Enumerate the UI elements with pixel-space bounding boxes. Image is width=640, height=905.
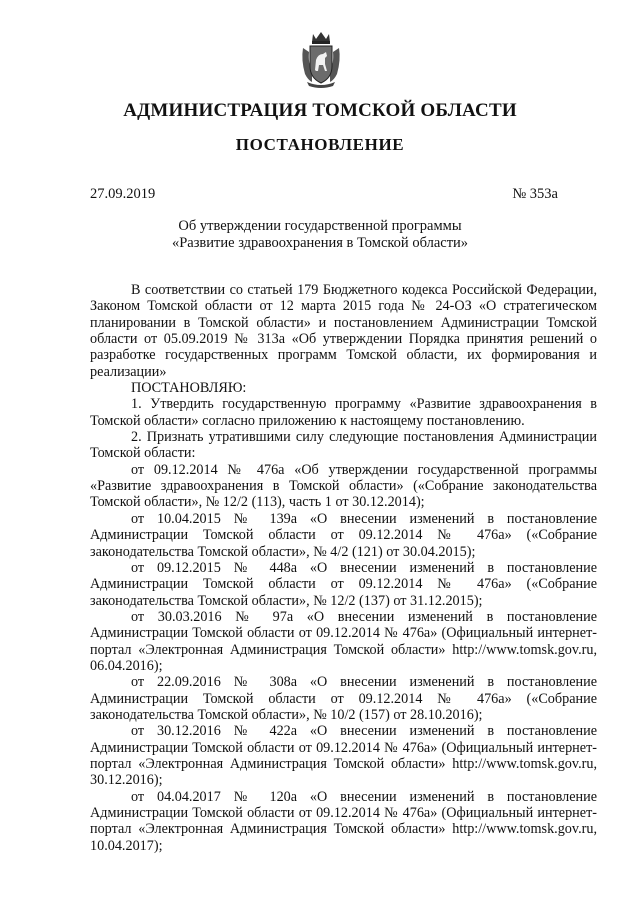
item-1-paragraph: 1. Утвердить государственную программу «Развитие здравоохранения в Томской области» согласно приложению к настоящему постановлению. (90, 396, 597, 429)
document-type: ПОСТАНОВЛЕНИЕ (235, 135, 405, 154)
resolve-paragraph: ПОСТАНОВЛЯЮ: (131, 380, 247, 397)
repealed-act-5: от 30.12.2016 № 422а «О внесении изменений в постановление Администрации Томской области от 09.12.2014 № 476а» (Официальный интернет-портал «Электронная Администрация Томской области» http://www.tomsk.gov.ru, 30.12.2016); (90, 723, 597, 789)
document-subject (0, 218, 640, 252)
repealed-act-2: от 09.12.2015 № 448а «О внесении изменений в постановление Администрации Томской области от 09.12.2014 № 476а» («Собрание законодательства Томской области», № 12/2 (137) от 31.12.2015); (90, 559, 597, 609)
repealed-act-3: от 30.03.2016 № 97а «О внесении изменений в постановление Администрации Томской области от 09.12.2014 № 476а» (Официальный интернет-портал «Электронная Администрация Томской области» http://www.tomsk.gov.ru, 06.04.2016); (90, 608, 597, 674)
coat-of-arms-icon (299, 30, 343, 88)
preamble-paragraph: В соответствии со статьей 179 Бюджетного кодекса Российской Федерации, Законом Томской области от 12 марта 2015 года № 24-ОЗ «О стратегическом планировании в Томской области» и постановлением Администрации Томской области от 05.09.2019 № 313а «Об утверждении Порядка принятия решений о разработке государственных программ Томской области, их формирования и реализации» (90, 282, 597, 380)
repealed-act-6: от 04.04.2017 № 120а «О внесении изменений в постановление Администрации Томской области от 09.12.2014 № 476а» (Официальный интернет-портал «Электронная Администрация Томской области» http://www.tomsk.gov.ru, 10.04.2017); (90, 788, 597, 854)
document-body (90, 282, 597, 854)
organization-title: АДМИНИСТРАЦИЯ ТОМСКОЙ ОБЛАСТИ (123, 100, 517, 121)
repealed-act-1: от 10.04.2015 № 139а «О внесении изменений в постановление Администрации Томской области от 09.12.2014 № 476а» («Собрание законодательства Томской области», № 4/2 (121) от 30.04.2015); (90, 510, 597, 560)
document-number: № 353а (512, 186, 558, 202)
item-2-paragraph: 2. Признать утратившими силу следующие постановления Администрации Томской области: (90, 429, 597, 462)
subject-line-2: «Развитие здравоохранения в Томской области» (171, 235, 469, 251)
subject-line-1: Об утверждении государственной программы (178, 218, 462, 234)
document-date: 27.09.2019 (90, 186, 156, 202)
repealed-act-4: от 22.09.2016 № 308а «О внесении изменений в постановление Администрации Томской области от 09.12.2014 № 476а» («Собрание законодательства Томской области», № 10/2 (157) от 28.10.2016); (90, 674, 597, 723)
repealed-act-0: от 09.12.2014 № 476а «Об утверждении государственной программы «Развитие здравоохранения в Томской области» («Собрание законодательства Томской области», № 12/2 (113), часть 1 от 30.12.2014); (90, 461, 597, 511)
